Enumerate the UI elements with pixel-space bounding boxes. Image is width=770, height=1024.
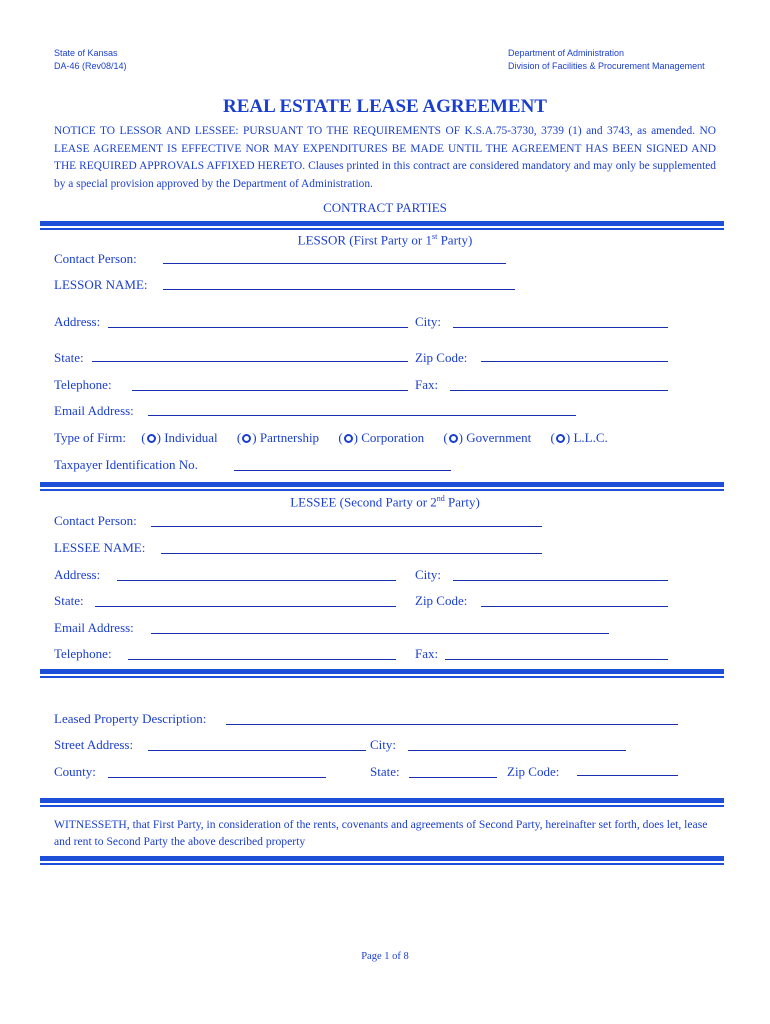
lessor-fax-field[interactable] <box>450 390 668 391</box>
lessee-zip-label: Zip Code: <box>415 593 468 608</box>
radio-icon <box>449 434 458 443</box>
header-right <box>508 47 705 73</box>
form-number: DA-46 (Rev08/14) <box>54 61 127 71</box>
contract-parties-heading: CONTRACT PARTIES <box>323 200 447 215</box>
witnesseth-paragraph: WITNESSETH, that First Party, in consideration of the rents, covenants and agreements of Second Party, hereinafter set forth, does let, lease and rent to Second Party the above described property <box>54 818 708 848</box>
county-field[interactable] <box>108 777 326 778</box>
section-divider <box>40 856 724 865</box>
lessee-name-field[interactable] <box>161 553 542 554</box>
taxpayer-id-field[interactable] <box>234 470 451 471</box>
lessor-state-field[interactable] <box>92 361 408 362</box>
section-divider <box>40 221 724 230</box>
firm-option-government[interactable]: ( ) Government <box>443 430 532 445</box>
firm-type-row <box>54 430 624 446</box>
lessor-contact-field[interactable] <box>163 263 506 264</box>
division-label: Division of Facilities & Procurement Management <box>508 61 705 71</box>
lessee-fax-label: Fax: <box>415 646 439 661</box>
lessor-telephone-label: Telephone: <box>54 377 112 392</box>
lessor-heading: LESSOR (First Party or 1st Party) <box>297 232 473 248</box>
lessor-zip-label: Zip Code: <box>415 350 468 365</box>
lessee-address-field[interactable] <box>117 580 396 581</box>
firm-option-corporation[interactable]: ( ) Corporation <box>338 430 425 445</box>
lessor-fax-label: Fax: <box>415 377 439 392</box>
lessor-name-label: LESSOR NAME: <box>54 277 148 292</box>
property-state-field[interactable] <box>409 777 497 778</box>
lessee-contact-label: Contact Person: <box>54 513 137 528</box>
lessor-email-label: Email Address: <box>54 403 134 418</box>
lessee-name-label: LESSEE NAME: <box>54 540 146 555</box>
property-zip-field[interactable] <box>577 775 678 776</box>
lessor-city-label: City: <box>415 314 442 329</box>
lessor-contact-label: Contact Person: <box>54 251 137 266</box>
lessee-email-field[interactable] <box>151 633 609 634</box>
taxpayer-id-label: Taxpayer Identification No. <box>54 457 198 472</box>
lessee-state-label: State: <box>54 593 84 608</box>
section-divider <box>40 798 724 807</box>
radio-icon <box>147 434 156 443</box>
page-title: REAL ESTATE LEASE AGREEMENT <box>223 96 547 117</box>
lessee-city-label: City: <box>415 567 442 582</box>
lessee-telephone-label: Telephone: <box>54 646 112 661</box>
lessee-heading: LESSEE (Second Party or 2nd Party) <box>290 494 480 510</box>
lessee-address-label: Address: <box>54 567 101 582</box>
department-label: Department of Administration <box>508 48 625 58</box>
radio-icon <box>344 434 353 443</box>
lessee-contact-field[interactable] <box>151 526 542 527</box>
radio-icon <box>242 434 251 443</box>
section-divider <box>40 669 724 678</box>
lessee-fax-field[interactable] <box>445 659 668 660</box>
lessee-zip-field[interactable] <box>481 606 668 607</box>
firm-option-llc[interactable]: ( ) L.L.C. <box>550 430 608 445</box>
lessee-email-label: Email Address: <box>54 620 134 635</box>
property-state-label: State: <box>370 764 400 779</box>
county-label: County: <box>54 764 96 779</box>
street-address-field[interactable] <box>148 750 366 751</box>
lessee-city-field[interactable] <box>453 580 668 581</box>
street-address-label: Street Address: <box>54 737 134 752</box>
lessor-email-field[interactable] <box>148 415 576 416</box>
firm-option-individual[interactable]: ( ) Individual <box>141 430 218 445</box>
lessee-telephone-field[interactable] <box>128 659 396 660</box>
lessor-address-field[interactable] <box>108 327 408 328</box>
lessor-address-label: Address: <box>54 314 101 329</box>
firm-option-partnership[interactable]: ( ) Partnership <box>236 430 320 445</box>
lessor-name-field[interactable] <box>163 289 515 290</box>
state-label: State of Kansas <box>54 48 118 58</box>
lessor-telephone-field[interactable] <box>132 390 408 391</box>
firm-type-label: Type of Firm: <box>54 430 127 445</box>
page-number: Page 1 of 8 <box>361 951 409 962</box>
property-description-field[interactable] <box>226 724 678 725</box>
radio-icon <box>556 434 565 443</box>
property-city-label: City: <box>370 737 397 752</box>
header-left <box>54 47 127 73</box>
lessor-zip-field[interactable] <box>481 361 668 362</box>
property-zip-label: Zip Code: <box>507 764 560 779</box>
lessor-city-field[interactable] <box>453 327 668 328</box>
notice-paragraph: NOTICE TO LESSOR AND LESSEE: PURSUANT TO THE REQUIREMENTS OF K.S.A.75-3730, 3739 (1) and 3743, as amended. NO LEASE AGREEMENT IS EFFECTIVE NOR MAY EXPENDITURES BE MADE UNTIL THE AGREEMENT HAS BEEN SIGNED AND THE REQUIRED APPROVALS AFFIXED HERETO. Clauses printed in this contract are considered mandatory and may only be supplemented by a special provision approved by the Department of Administration. <box>54 125 716 190</box>
lessor-state-label: State: <box>54 350 84 365</box>
property-city-field[interactable] <box>408 750 626 751</box>
property-description-label: Leased Property Description: <box>54 711 207 726</box>
lessee-state-field[interactable] <box>95 606 396 607</box>
section-divider <box>40 482 724 491</box>
